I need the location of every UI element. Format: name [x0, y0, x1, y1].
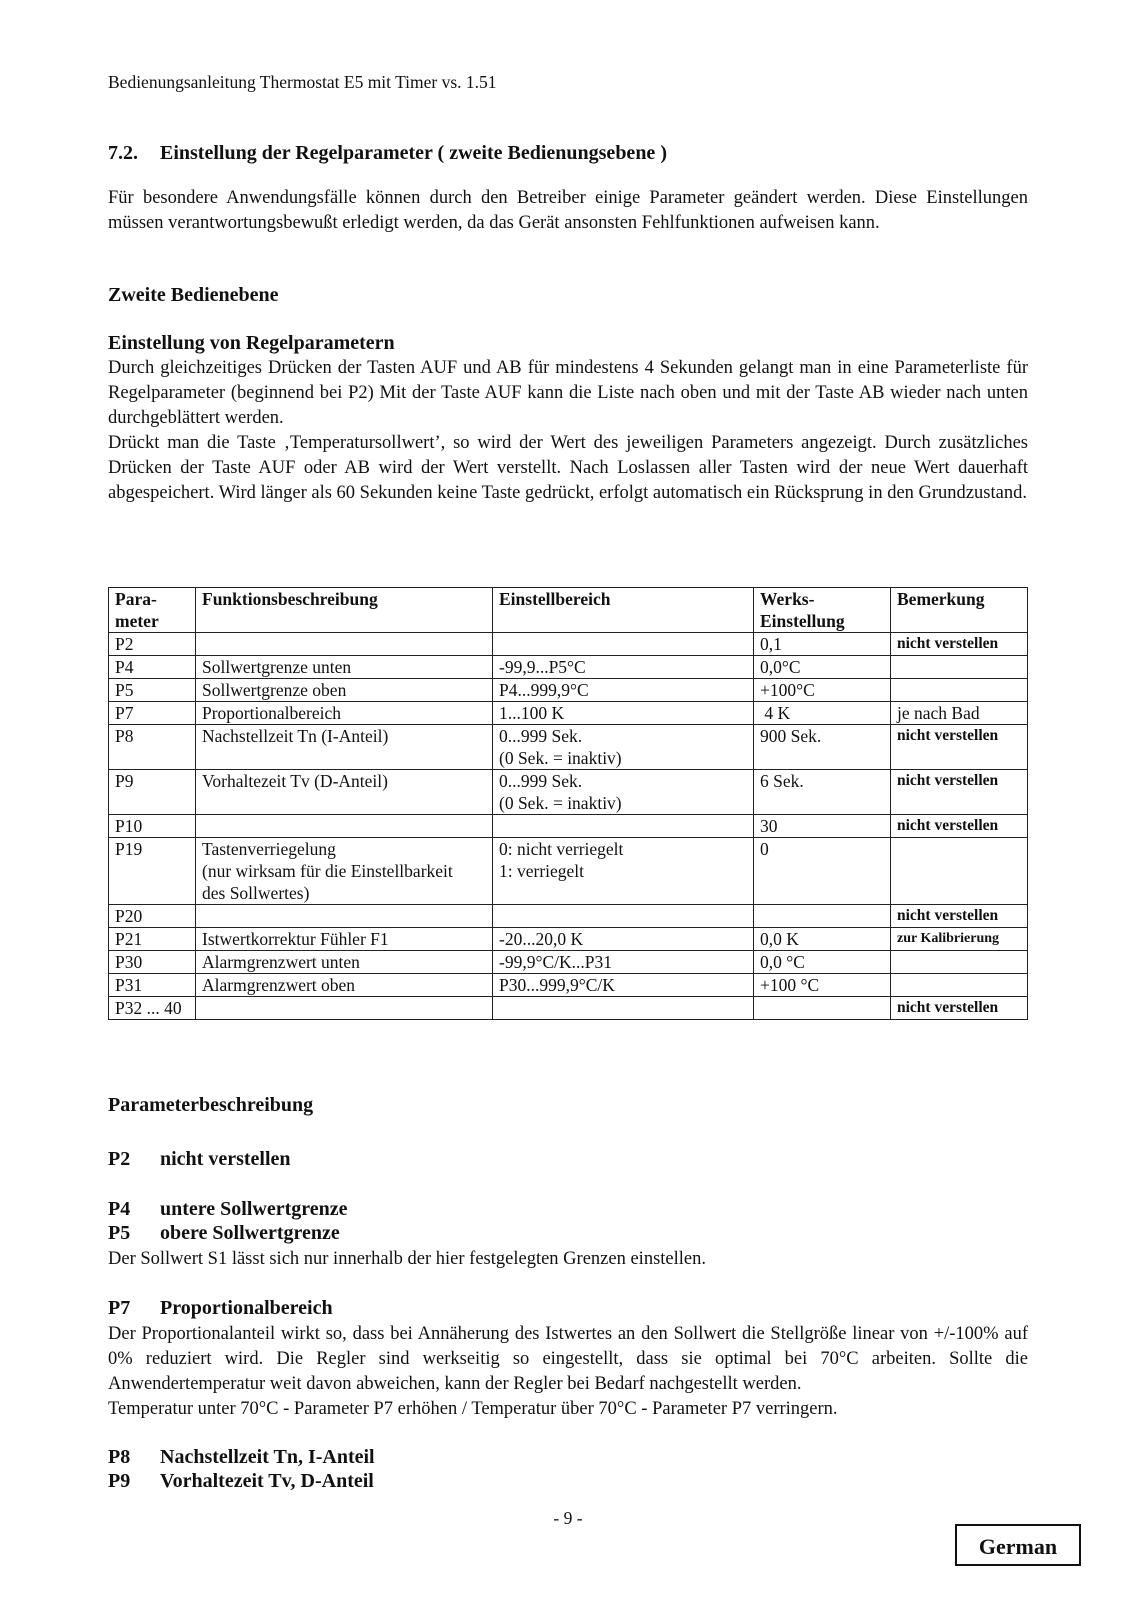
param-p9-heading: P9 Vorhaltezeit Tv, D-Anteil: [108, 1470, 374, 1492]
header-default: Werks- Einstellung: [754, 588, 891, 633]
section-number: 7.2.: [108, 142, 138, 164]
table-row: P7 Proportionalbereich 1...100 K 4 K je nach Bad: [109, 702, 1028, 725]
param-p7-heading: P7 Proportionalbereich: [108, 1297, 333, 1319]
table-row: P30 Alarmgrenzwert unten -99,9°C/K...P31 0,0 °C: [109, 951, 1028, 974]
header-param: Para- meter: [109, 588, 196, 633]
table-row: P31 Alarmgrenzwert oben P30...999,9°C/K +100 °C: [109, 974, 1028, 997]
table-row: P21 Istwertkorrektur Fühler F1 -20...20,0 K 0,0 K zur Kalibrierung: [109, 928, 1028, 951]
table-row: P4 Sollwertgrenze unten -99,9...P5°C 0,0°C: [109, 656, 1028, 679]
paragraph-operation: Drückt man die Taste ‚Temperatursollwert’, so wird der Wert des jeweiligen Parameters angezeigt. Durch zusätzliches Drücken der Taste AUF oder AB wird der Wert verstellt. Nach Loslassen aller Tasten wird der neue Wert dauerhaft abgespeichert. Wird länger als 60 Sekunden keine Taste gedrückt, erfolgt automatisch ein Rücksprung in den Grundzustand.: [108, 433, 1028, 503]
table-row: P32 ... 40 nicht verstellen: [109, 997, 1028, 1020]
subheading-level: Zweite Bedienebene: [108, 284, 279, 306]
paragraph-access: Durch gleichzeitiges Drücken der Tasten AUF und AB für mindestens 4 Sekunden gelangt man in eine Parameterliste für Regelparameter (beginnend bei P2) Mit der Taste AUF kann die Liste nach oben und mit der Taste AB wieder nach unten durchgeblättert werden.: [108, 358, 1028, 428]
table-header-row: [109, 588, 1028, 633]
param-p2-heading: P2 nicht verstellen: [108, 1148, 291, 1170]
table-row: P8 Nachstellzeit Tn (I-Anteil) 0...999 Sek. (0 Sek. = inaktiv) 900 Sek. nicht verstellen: [109, 725, 1028, 770]
table-row: P5 Sollwertgrenze oben P4...999,9°C +100°C: [109, 679, 1028, 702]
paramdesc-heading: Parameterbeschreibung: [108, 1094, 314, 1116]
table-row: P20 nicht verstellen: [109, 905, 1028, 928]
param-p7-text2: Temperatur unter 70°C - Parameter P7 erhöhen / Temperatur über 70°C - Parameter P7 verringern.: [108, 1399, 838, 1419]
language-label: German: [955, 1524, 1081, 1566]
header-function: Funktionsbeschreibung: [196, 588, 493, 633]
table-row: P2 0,1 nicht verstellen: [109, 633, 1028, 656]
table-row: P19 Tastenverriegelung (nur wirksam für die Einstellbarkeit des Sollwertes) 0: nicht verriegelt 1: verriegelt 0: [109, 838, 1028, 905]
param-p5-heading: P5 obere Sollwertgrenze: [108, 1222, 340, 1244]
header-range: Einstellbereich: [493, 588, 754, 633]
document-header: Bedienungsanleitung Thermostat E5 mit Timer vs. 1.51: [108, 72, 497, 92]
intro-paragraph: Für besondere Anwendungsfälle können durch den Betreiber einige Parameter geändert werden. Diese Einstellungen müssen verantwortungsbewußt erledigt werden, da das Gerät ansonsten Fehlfunktionen aufweisen kann.: [108, 188, 1028, 233]
table-row: P9 Vorhaltezeit Tv (D-Anteil) 0...999 Sek. (0 Sek. = inaktiv) 6 Sek. nicht verstellen: [109, 770, 1028, 815]
param-p4-p5-text: Der Sollwert S1 lässt sich nur innerhalb der hier festgelegten Grenzen einstellen.: [108, 1249, 706, 1269]
table-row: P10 30 nicht verstellen: [109, 815, 1028, 838]
header-remark: Bemerkung: [891, 588, 1028, 633]
param-p7-text: Der Proportionalanteil wirkt so, dass bei Annäherung des Istwertes an den Sollwert die Stellgröße linear von +/-100% auf 0% reduziert wird. Die Regler sind werkseitig so eingestellt, dass sie optimal bei 70°C arbeiten. Sollte die Anwendertemperatur weit davon abweichen, kann der Regler bei Bedarf nachgestellt werden.: [108, 1324, 1028, 1394]
param-p8-heading: P8 Nachstellzeit Tn, I-Anteil: [108, 1446, 375, 1468]
page-number: - 9 -: [553, 1508, 583, 1528]
section-heading: [108, 142, 667, 165]
parameter-table: [108, 587, 1028, 1020]
section-title: Einstellung der Regelparameter ( zweite Bedienungsebene ): [160, 142, 667, 164]
param-p4-heading: P4 untere Sollwertgrenze: [108, 1198, 348, 1220]
subheading-params: Einstellung von Regelparametern: [108, 332, 395, 354]
